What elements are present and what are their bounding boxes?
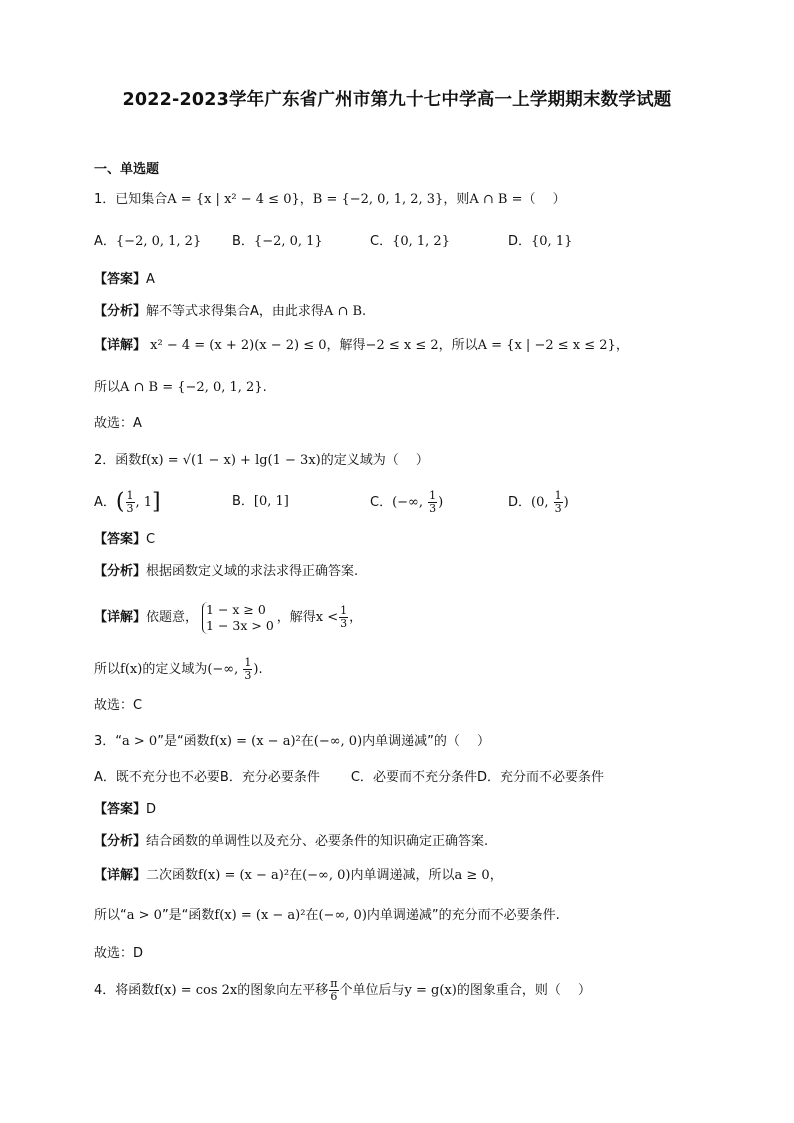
q3-conclusion-text: 所以“ xyxy=(94,908,127,923)
q2-option-c-num: 1 xyxy=(429,489,437,502)
q1-detail-math: x² − 4 = (x + 2)(x − 2) ≤ 0 xyxy=(150,338,327,353)
answer-tag: 【答案】 xyxy=(94,272,147,287)
q1-conclusion-text: 所以 xyxy=(94,380,121,395)
q3-detail-end: ， xyxy=(489,868,503,883)
q2-option-a-left: ( xyxy=(115,489,125,515)
q1-set-a: A = {x | x² − 4 ≤ 0} xyxy=(167,192,300,207)
q1-analysis-math: A ∩ B xyxy=(323,304,363,319)
q3-answer-value: D xyxy=(146,802,157,817)
q3-detail-text: 二次函数 xyxy=(146,868,199,883)
q3-stem-mid2: 在 xyxy=(300,734,314,749)
q2-option-d-right: ) xyxy=(563,495,569,510)
q3-conclusion-math2: f(x) = (x − a)² xyxy=(214,908,306,923)
q2-option-d-left: (0, xyxy=(531,495,553,510)
q2-conclusion-end: . xyxy=(258,662,263,677)
q2-option-a-den: 3 xyxy=(126,502,134,515)
q3-detail-math2: (−∞, 0) xyxy=(302,868,351,883)
q3-conclusion-math3: (−∞, 0) xyxy=(318,908,367,923)
question-1-stem xyxy=(94,190,566,210)
q1-option-d xyxy=(508,232,572,252)
q1-option-b-label: B． xyxy=(232,234,254,249)
q1-analysis xyxy=(94,302,366,322)
q2-option-d-label: D． xyxy=(508,495,532,510)
q1-stem-end: ，则 xyxy=(443,192,470,207)
q2-detail-text: 依题意， xyxy=(146,610,199,625)
q2-option-a-label: A． xyxy=(94,495,116,510)
q3-options xyxy=(94,768,604,788)
q3-conclusion-math: a > 0 xyxy=(126,908,162,923)
q1-conclusion-math: A ∩ B = {−2, 0, 1, 2} xyxy=(120,380,263,395)
q3-detail-text3: 内单调递减，所以 xyxy=(350,868,455,883)
q3-detail-text2: 在 xyxy=(289,868,303,883)
q1-conclusion xyxy=(94,378,267,398)
q2-detail-fraction xyxy=(339,605,348,630)
q3-analysis-text: 结合函数的单调性以及充分、必要条件的知识确定正确答案. xyxy=(146,834,489,849)
q2-conclusion-math: f(x) xyxy=(120,662,143,677)
q3-detail-math3: a ≥ 0 xyxy=(454,868,490,883)
q2-option-d-den: 3 xyxy=(554,502,562,515)
detail-tag: 【详解】 xyxy=(94,868,147,883)
q2-option-c-den: 3 xyxy=(429,502,437,515)
q2-conclusion-left: (−∞, xyxy=(207,662,243,677)
q2-option-d-num: 1 xyxy=(554,489,562,502)
q1-conclusion-end: . xyxy=(262,380,267,395)
q2-option-a-rest: , 1 xyxy=(135,495,153,510)
analysis-tag: 【分析】 xyxy=(94,834,147,849)
q1-detail-text2: ，所以 xyxy=(438,338,478,353)
q1-detail-text: ，解得 xyxy=(326,338,366,353)
q3-condition: a > 0 xyxy=(122,734,158,749)
q1-detail-end: ， xyxy=(615,338,629,353)
q2-option-a xyxy=(94,490,161,515)
q1-option-a xyxy=(94,232,201,252)
q2-option-a-right: ] xyxy=(152,489,161,515)
q1-intersection: A ∩ B = xyxy=(469,192,523,207)
page-title: 2022-2023学年广东省广州市第九十七中学高一上学期期末数学试题 xyxy=(122,90,672,110)
q2-option-b-text: [0, 1] xyxy=(253,494,289,509)
q3-option-b-label: B． xyxy=(219,770,242,785)
q2-detail-den: 3 xyxy=(340,617,348,630)
q2-conclusion-den: 3 xyxy=(244,669,252,682)
q4-function: f(x) = cos 2x xyxy=(154,983,238,998)
q1-option-c xyxy=(370,232,450,252)
answer-tag: 【答案】 xyxy=(94,802,147,817)
q1-blank: （ ） xyxy=(522,192,566,207)
q3-option-a-label: A． xyxy=(94,770,116,785)
q2-option-b xyxy=(232,492,289,512)
q1-answer xyxy=(94,270,155,290)
q3-conclusion xyxy=(94,906,560,926)
analysis-tag: 【分析】 xyxy=(94,304,147,319)
q3-option-a-text: 既不充分也不必要 xyxy=(115,770,220,785)
q1-final: 故选：A xyxy=(94,416,142,431)
q1-option-b-text: {−2, 0, 1} xyxy=(253,234,323,249)
q2-option-c-label: C． xyxy=(370,495,393,510)
q3-final: 故选：D xyxy=(94,946,144,961)
q2-answer xyxy=(94,530,155,550)
question-3-stem xyxy=(94,732,490,752)
q2-analysis xyxy=(94,562,358,582)
q4-stem-end: 的图象重合，则（ ） xyxy=(456,983,591,998)
q2-inequality-system xyxy=(202,602,274,634)
q3-option-b-text: 充分必要条件 xyxy=(241,770,320,785)
q1-option-a-label: A． xyxy=(94,234,116,249)
q3-stem-text: 3．“ xyxy=(94,734,123,749)
q3-conclusion-text4: 内单调递减”的充分而不必要条件. xyxy=(366,908,560,923)
q3-answer xyxy=(94,800,156,820)
q3-detail-math: f(x) = (x − a)² xyxy=(198,868,290,883)
q2-conclusion-text: 所以 xyxy=(94,662,121,677)
detail-tag: 【详解】 xyxy=(94,338,147,353)
q1-detail-math2: −2 ≤ x ≤ 2 xyxy=(365,338,439,353)
detail-tag: 【详解】 xyxy=(94,610,147,625)
q1-option-c-label: C． xyxy=(370,234,393,249)
q3-conclusion-text2: ”是“函数 xyxy=(161,908,215,923)
question-4-stem xyxy=(94,976,591,1006)
q2-detail xyxy=(94,600,362,636)
q3-stem-mid: ”是“函数 xyxy=(157,734,210,749)
q2-conclusion-num: 1 xyxy=(244,656,252,669)
q1-option-c-text: {0, 1, 2} xyxy=(392,234,450,249)
q2-inequality-2: 1 − 3x > 0 xyxy=(206,617,274,633)
q1-detail xyxy=(94,336,629,356)
q3-interval: (−∞, 0) xyxy=(313,734,363,749)
analysis-tag: 【分析】 xyxy=(94,564,147,579)
q3-option-c-label: C． xyxy=(350,770,373,785)
q2-answer-value: C xyxy=(146,532,156,547)
q3-conclusion-text3: 在 xyxy=(305,908,319,923)
q1-sep: ， xyxy=(299,192,313,207)
q1-option-d-text: {0, 1} xyxy=(531,234,573,249)
q1-detail-math3: A = {x | −2 ≤ x ≤ 2} xyxy=(477,338,616,353)
q1-option-a-text: {−2, 0, 1, 2} xyxy=(115,234,202,249)
q2-conclusion-text2: 的定义域为 xyxy=(142,662,208,677)
q1-option-b xyxy=(232,232,323,252)
q1-set-b: B = {−2, 0, 1, 2, 3} xyxy=(312,192,444,207)
q2-detail-math: x < xyxy=(315,610,339,625)
q2-stem-end: 的定义域为（ ） xyxy=(320,453,429,468)
q3-option-d-text: 充分而不必要条件 xyxy=(499,770,604,785)
q3-stem-end: 内单调递减”的（ ） xyxy=(362,734,491,749)
q2-conclusion xyxy=(94,656,263,684)
answer-tag: 【答案】 xyxy=(94,532,147,547)
q2-option-c-left: (−∞, xyxy=(392,495,428,510)
q2-option-c xyxy=(370,490,443,515)
q2-conclusion-right: ) xyxy=(253,662,259,677)
q4-shift-num: π xyxy=(330,977,338,990)
q2-detail-num: 1 xyxy=(340,604,348,617)
q1-answer-value: A xyxy=(146,272,155,287)
q3-function: f(x) = (x − a)² xyxy=(209,734,301,749)
q2-detail-end: ， xyxy=(349,610,363,625)
q2-option-a-fraction xyxy=(126,490,135,515)
q2-inequality-1: 1 − x ≥ 0 xyxy=(206,601,266,617)
q4-shift-den: 6 xyxy=(330,990,338,1003)
q4-stem-mid: 的图象向左平移 xyxy=(237,983,329,998)
q2-function: f(x) = √(1 − x) + lg(1 − 3x) xyxy=(141,453,321,468)
q1-option-d-label: D． xyxy=(508,234,532,249)
q4-target-function: y = g(x) xyxy=(404,983,457,998)
q2-stem-text: 2．函数 xyxy=(94,453,142,468)
q3-option-d-label: D． xyxy=(476,770,500,785)
q1-analysis-text: 解不等式求得集合A，由此求得 xyxy=(146,304,324,319)
q2-conclusion-fraction xyxy=(243,657,252,682)
q4-shift-fraction xyxy=(329,978,338,1003)
section-heading: 一、单选题 xyxy=(94,162,160,177)
q2-option-c-fraction xyxy=(428,490,437,515)
q2-option-a-num: 1 xyxy=(126,489,134,502)
q1-analysis-end: . xyxy=(362,304,367,319)
q4-stem-mid2: 个单位后与 xyxy=(339,983,405,998)
q1-stem-text: 1．已知集合 xyxy=(94,192,168,207)
q2-option-d-fraction xyxy=(554,490,563,515)
question-2-stem xyxy=(94,451,429,471)
q2-option-d xyxy=(508,490,569,515)
q2-detail-text2: ，解得 xyxy=(276,610,316,625)
q3-analysis xyxy=(94,832,488,852)
q2-final: 故选：C xyxy=(94,698,143,713)
q3-option-c-text: 必要而不充分条件 xyxy=(372,770,477,785)
q3-detail xyxy=(94,866,503,886)
q4-stem-text: 4．将函数 xyxy=(94,983,155,998)
q2-analysis-text: 根据函数定义域的求法求得正确答案. xyxy=(146,564,359,579)
q2-option-b-label: B． xyxy=(232,494,254,509)
q2-option-c-right: ) xyxy=(438,495,444,510)
